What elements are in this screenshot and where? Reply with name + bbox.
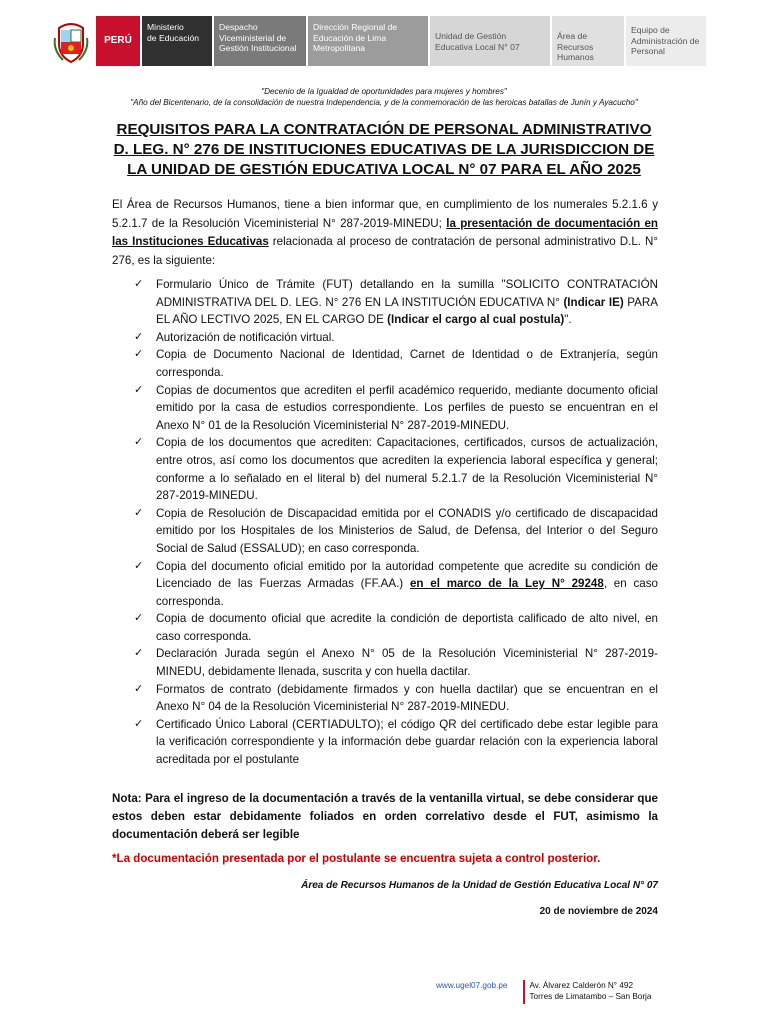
list-item: ✓ Formulario Único de Trámite (FUT) detallando en la sumilla "SOLICITO CONTRATACIÓN ADMINISTRATIVA DEL D. LEG. N° 276 EN LA INSTITUCIÓN EDUCATIVA N° (Indicar IE) PARA EL AÑO LECTIVO 2025, EN EL CARGO DE (Indicar el cargo al cual postula)". [134,278,658,327]
check-icon: ✓ [134,348,144,361]
check-icon: ✓ [134,559,144,572]
address-line-2: Torres de Limatambo – San Borja [529,992,652,1001]
signature-line: Área de Recursos Humanos de la Unidad de Gestión Educativa Local N° 07 [301,880,658,891]
decenio-header [0,86,768,108]
institutional-header [52,16,708,66]
peru-logo: PERÚ [96,16,140,66]
anio-line: "Año del Bicentenario, de la consolidación de nuestra Independencia, y de la conmemoración de las heroicas batallas de Junín y Ayacucho" [130,98,638,107]
list-item: ✓ Declaración Jurada según el Anexo N° 05 de la Resolución Viceministerial N° 287-2019-MINEDU, debidamente llenada, suscrita y con huella dactilar. [134,647,658,679]
intro-paragraph: El Área de Recursos Humanos, tiene a bien informar que, en cumplimiento de los numerales 5.2.1.6 y 5.2.1.7 de la Resolución Viceministerial N° 287-2019-MINEDU; la presentación de documentación en las Instituciones Educativas relacionada al proceso de contratación de personal administrativo D.L. N° 276, es la siguiente: [112,198,659,267]
list-item: ✓ Copia de documento oficial que acredite la condición de deportista calificado de alto nivel, en caso corresponda. [134,612,658,643]
check-icon: ✓ [134,506,144,519]
coat-of-arms-icon [52,16,90,66]
list-item: ✓ Copia del documento oficial emitido por la autoridad competente que acredite su condición de Licenciado de las Fuerzas Armadas (FF.AA.) en el marco de la Ley N° 29248, en caso corresponda. [134,559,658,608]
despacho-box: Despacho Viceministerial de Gestión Institucional [214,16,306,66]
check-icon: ✓ [134,717,144,730]
check-icon: ✓ [134,682,144,695]
check-icon: ✓ [134,383,144,396]
direccion-box: Dirección Regional de Educación de Lima Metropolitana [308,16,428,66]
area-box: Área de Recursos Humanos [552,16,624,66]
website-link[interactable]: www.ugel07.gob.pe [436,981,508,990]
footer [436,980,651,1004]
control-notice: *La documentación presentada por el postulante se encuentra sujeta a control posterior. [112,852,601,865]
list-item: ✓ Certificado Único Laboral (CERTIADULTO); el código QR del certificado debe estar legible para la verificación correspondiente y la información debe guardar relación con la experiencia laboral acreditada por el postulante [134,717,658,767]
list-item: ✓ Copia de Documento Nacional de Identidad, Carnet de Identidad o de Extranjería, según corresponda. [134,348,658,379]
list-item: ✓ Copia de los documentos que acrediten: Capacitaciones, certificados, cursos de actualización, entre otros, así como los documentos que acrediten la experiencia laboral específica y general; conforme a lo señalado en el literal b) del numeral 5.2.1.7 de la Resolución Viceministerial N° 287-2019-MINEDU. [134,436,658,503]
footer-divider [523,980,525,1004]
check-icon: ✓ [134,647,144,660]
equipo-box: Equipo de Administración de Personal [626,16,706,66]
date-line: 20 de noviembre de 2024 [539,906,658,917]
list-item: ✓ Copia de Resolución de Discapacidad emitida por el CONADIS y/o certificado de discapacidad emitido por los Hospitales de los Ministerios de Salud, de Defensa, del Interior o del Seguro Social de Salud (ESSALUD); en caso corresponda. [134,506,658,555]
decenio-line: "Decenio de la Igualdad de oportunidades para mujeres y hombres" [261,87,507,96]
nota-paragraph: Nota: Para el ingreso de la documentación a través de la ventanilla virtual, se debe considerar que estos deben estar debidamente foliados en orden correlativo desde el FUT, asimismo la documentación deberá ser legible [112,792,658,841]
address-line-1: Av. Álvarez Calderón N° 492 [529,981,634,990]
check-icon: ✓ [134,436,144,449]
check-icon: ✓ [134,330,144,343]
unidad-box: Unidad de Gestión Educativa Local N° 07 [430,16,550,66]
address [529,980,651,1002]
check-icon: ✓ [134,612,144,625]
list-item: ✓ Autorización de notificación virtual. [112,329,658,347]
list-item: ✓ Formatos de contrato (debidamente firmados y con huella dactilar) que se encuentran en el Anexo N° 04 de la Resolución Viceministerial N° 287-2019-MINEDU. [134,682,658,714]
ministerio-box: Ministerio de Educación [142,16,212,66]
check-icon: ✓ [134,278,144,290]
page-title: REQUISITOS PARA LA CONTRATACIÓN DE PERSONAL ADMINISTRATIVO D. LEG. N° 276 DE INSTITUCIONES EDUCATIVAS DE LA JURISDICCION DE LA UNIDAD DE GESTIÓN EDUCATIVA LOCAL N° 07 PARA EL AÑO 2025 [113,121,655,178]
list-item: ✓ Copias de documentos que acrediten el perfil académico requerido, mediante documento oficial emitido por la casa de estudios correspondiente. Los perfiles de puesto se encuentran en el Anexo N° 01 de la Resolución Viceministerial N° 287-2019-MINEDU. [134,383,658,432]
requirements-list [112,276,658,769]
